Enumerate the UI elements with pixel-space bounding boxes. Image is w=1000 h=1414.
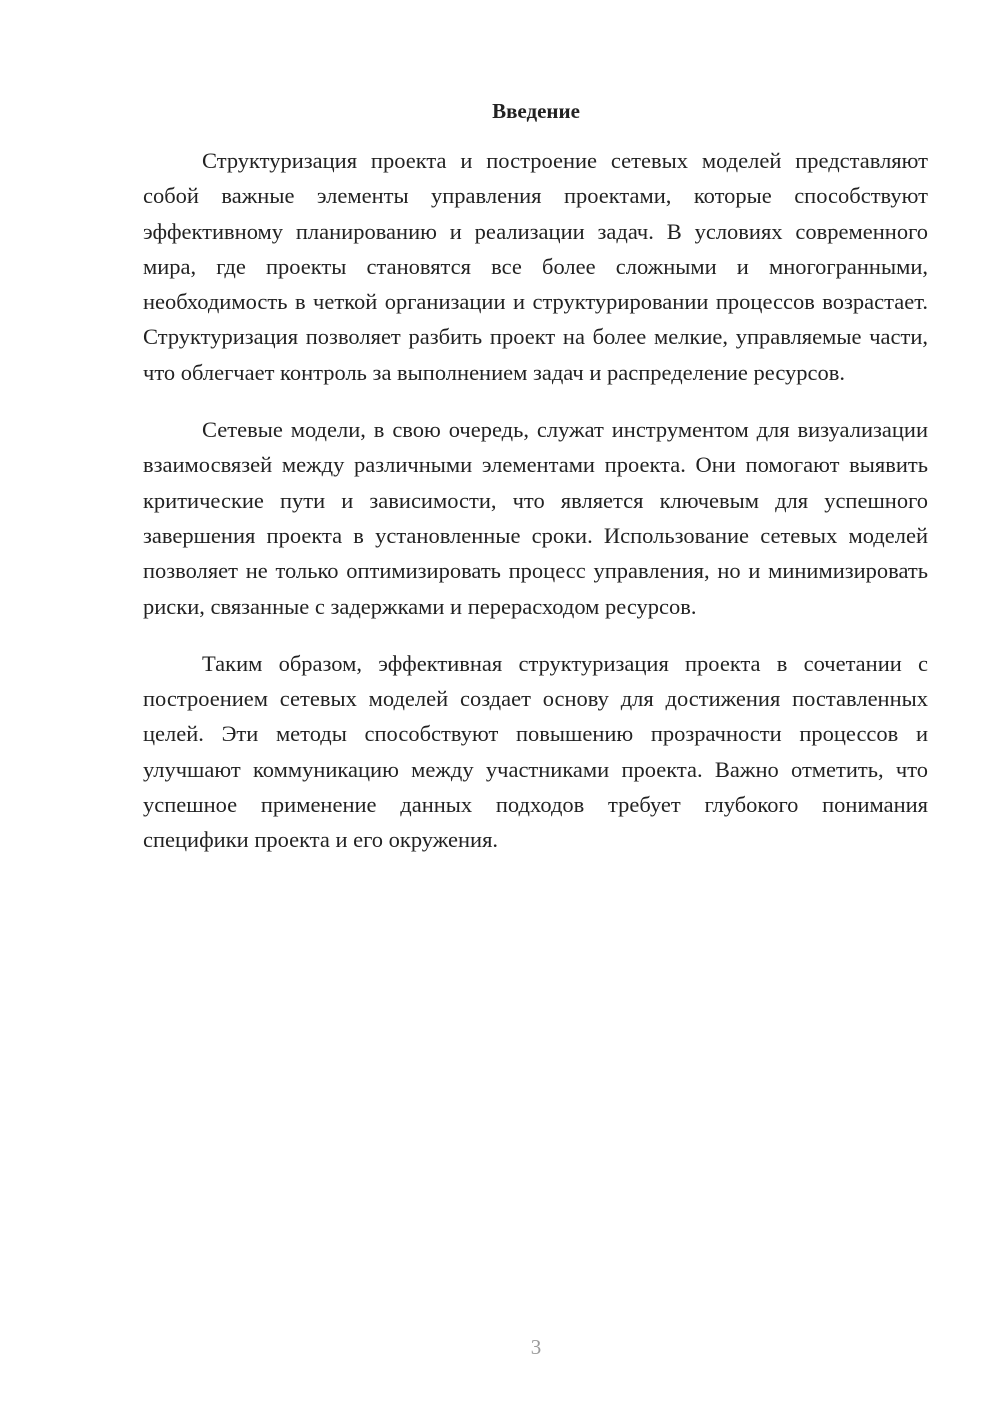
paragraph-2: Сетевые модели, в свою очередь, служат инструментом для визуализации взаимосвязей между различными элементами проекта. Они помогают выявить критические пути и зависимости, что является ключевым для успешного завершения проекта в установленные сроки. Использование сетевых моделей позволяет не только оптимизировать процесс управления, но и минимизировать риски, связанные с задержками и перерасходом ресурсов. — [143, 417, 928, 619]
section-heading: Введение — [492, 99, 580, 123]
page-number: 3 — [530, 1335, 542, 1359]
body-text — [143, 143, 928, 880]
paragraph-1: Структуризация проекта и построение сетевых моделей представляют собой важные элементы управления проектами, которые способствуют эффективному планированию и реализации задач. В условиях современного мира, где проекты становятся все более сложными и многогранными, необходимость в четкой организации и структурировании процессов возрастает. Структуризация позволяет разбить проект на более мелкие, управляемые части, что облегчает контроль за выполнением задач и распределение ресурсов. — [143, 148, 928, 385]
paragraph-3: Таким образом, эффективная структуризация проекта в сочетании с построением сетевых моделей создает основу для достижения поставленных целей. Эти методы способствуют повышению прозрачности процессов и улучшают коммуникацию между участниками проекта. Важно отметить, что успешное применение данных подходов требует глубокого понимания специфики проекта и его окружения. — [143, 650, 928, 853]
